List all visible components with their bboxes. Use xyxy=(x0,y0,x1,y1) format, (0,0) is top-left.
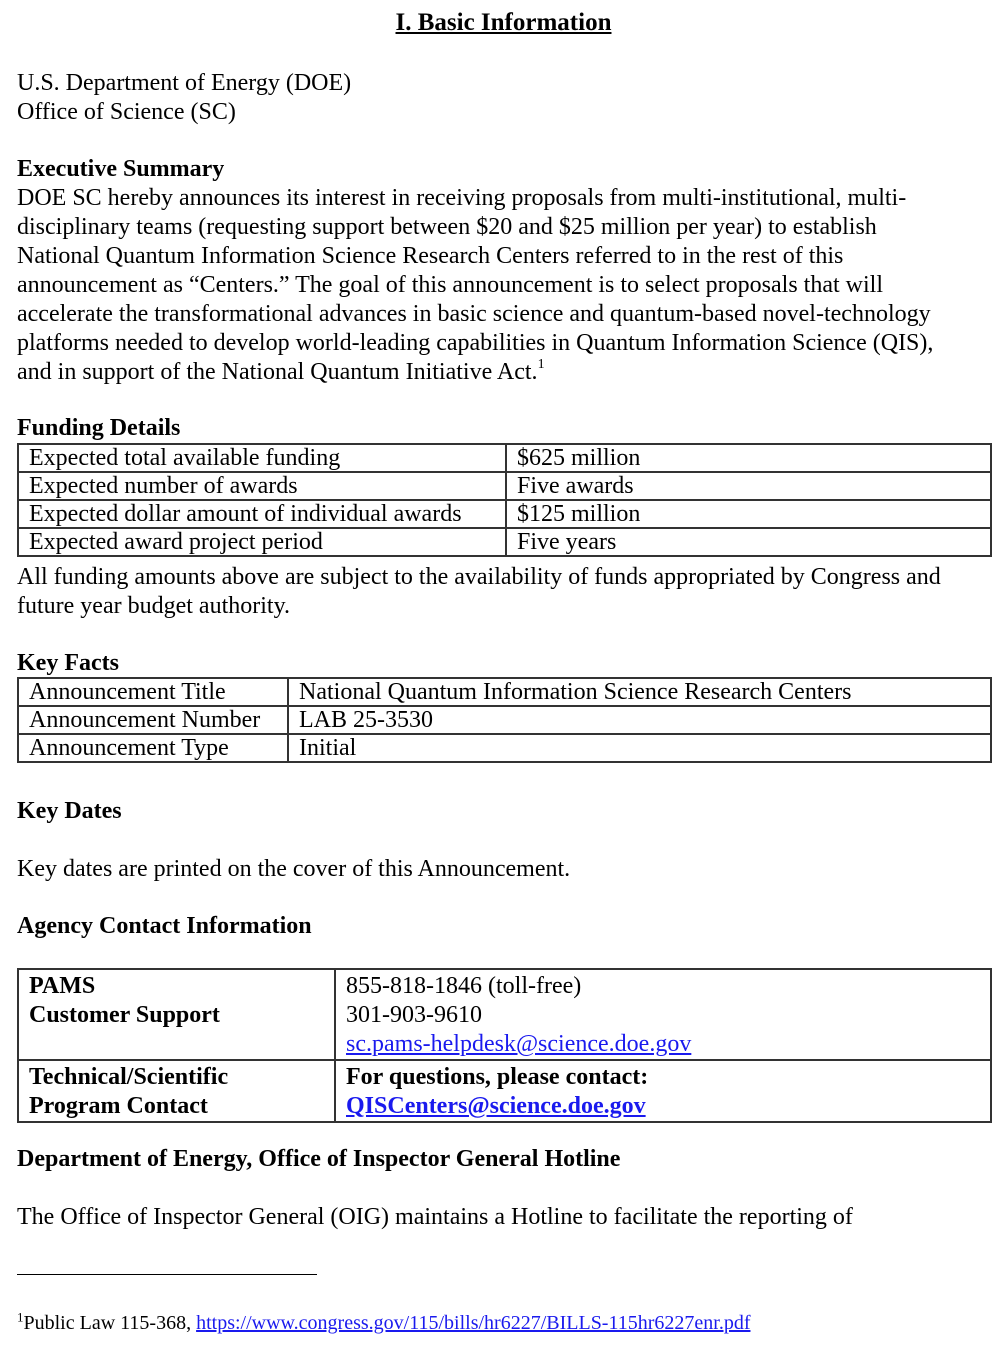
table-row xyxy=(18,706,991,734)
table-row xyxy=(18,678,991,706)
summary-line: National Quantum Information Science Research Centers referred to in the rest of this xyxy=(17,243,844,269)
table-row xyxy=(18,500,991,528)
footnote-reference[interactable]: 1 xyxy=(537,357,545,372)
fact-value: Initial xyxy=(288,734,991,762)
footnote-number: 1 xyxy=(17,1309,24,1325)
pams-label-line2: Customer Support xyxy=(29,1002,220,1028)
executive-summary-heading: Executive Summary xyxy=(17,156,225,182)
summary-line: disciplinary teams (requesting support between $20 and $25 million per year) to establish xyxy=(17,214,877,240)
agency-contact-table xyxy=(17,968,992,1123)
key-dates-text: Key dates are printed on the cover of this Announcement. xyxy=(17,856,571,882)
fact-value: National Quantum Information Science Research Centers xyxy=(288,678,991,706)
section-title: I. Basic Information xyxy=(395,9,612,36)
table-row xyxy=(18,444,991,472)
fact-label: Announcement Title xyxy=(18,678,288,706)
pams-label-line1: PAMS xyxy=(29,973,96,999)
summary-line: DOE SC hereby announces its interest in receiving proposals from multi-institutional, multi- xyxy=(17,185,907,211)
fact-value: LAB 25-3530 xyxy=(288,706,991,734)
technical-label-line1: Technical/Scientific xyxy=(29,1064,229,1090)
summary-line-text: and in support of the National Quantum Initiative Act. xyxy=(17,359,538,385)
agency-name: U.S. Department of Energy (DOE) xyxy=(17,70,352,96)
oig-text: The Office of Inspector General (OIG) maintains a Hotline to facilitate the reporting of xyxy=(17,1204,853,1230)
key-facts-heading: Key Facts xyxy=(17,650,119,676)
pams-phone: 301-903-9610 xyxy=(346,1002,482,1028)
summary-line-last xyxy=(17,358,992,387)
technical-prompt: For questions, please contact: xyxy=(346,1064,649,1090)
table-row xyxy=(18,1060,991,1122)
key-dates-heading: Key Dates xyxy=(17,798,122,824)
funding-value: $125 million xyxy=(506,500,991,528)
funding-details-heading: Funding Details xyxy=(17,415,181,441)
pams-email-link[interactable]: sc.pams-helpdesk@science.doe.gov xyxy=(346,1031,692,1057)
summary-line: accelerate the transformational advances in basic science and quantum-based novel-technology xyxy=(17,301,931,327)
executive-summary-text xyxy=(17,184,992,387)
funding-label: Expected award project period xyxy=(18,528,506,556)
office-name: Office of Science (SC) xyxy=(17,99,236,125)
table-row xyxy=(18,734,991,762)
technical-label xyxy=(18,1060,335,1122)
technical-email-link[interactable]: QISCenters@science.doe.gov xyxy=(346,1093,646,1119)
funding-details-table xyxy=(17,443,992,557)
key-facts-table xyxy=(17,677,992,763)
footnote xyxy=(17,1311,750,1335)
agency-contact-heading: Agency Contact Information xyxy=(17,913,312,939)
summary-line: announcement as “Centers.” The goal of this announcement is to select proposals that will xyxy=(17,272,883,298)
fact-label: Announcement Type xyxy=(18,734,288,762)
pams-label xyxy=(18,969,335,1060)
table-row xyxy=(18,969,991,1060)
pams-contact xyxy=(335,969,991,1060)
pams-phone-tollfree: 855-818-1846 (toll-free) xyxy=(346,973,582,999)
footnote-separator xyxy=(17,1274,317,1275)
fact-label: Announcement Number xyxy=(18,706,288,734)
funding-label: Expected total available funding xyxy=(18,444,506,472)
funding-value: Five years xyxy=(506,528,991,556)
oig-heading: Department of Energy, Office of Inspector General Hotline xyxy=(17,1146,621,1172)
funding-note-line: All funding amounts above are subject to the availability of funds appropriated by Congress and xyxy=(17,564,941,590)
funding-label: Expected dollar amount of individual awards xyxy=(18,500,506,528)
summary-line: platforms needed to develop world-leading capabilities in Quantum Information Science (QIS), xyxy=(17,330,934,356)
funding-value: $625 million xyxy=(506,444,991,472)
table-row xyxy=(18,528,991,556)
funding-label: Expected number of awards xyxy=(18,472,506,500)
table-row xyxy=(18,472,991,500)
footnote-link[interactable]: https://www.congress.gov/115/bills/hr6227/BILLS-115hr6227enr.pdf xyxy=(196,1312,751,1334)
technical-contact xyxy=(335,1060,991,1122)
funding-note-line: future year budget authority. xyxy=(17,593,291,619)
funding-value: Five awards xyxy=(506,472,991,500)
footnote-text: Public Law 115-368, xyxy=(23,1312,197,1334)
technical-label-line2: Program Contact xyxy=(29,1093,208,1119)
